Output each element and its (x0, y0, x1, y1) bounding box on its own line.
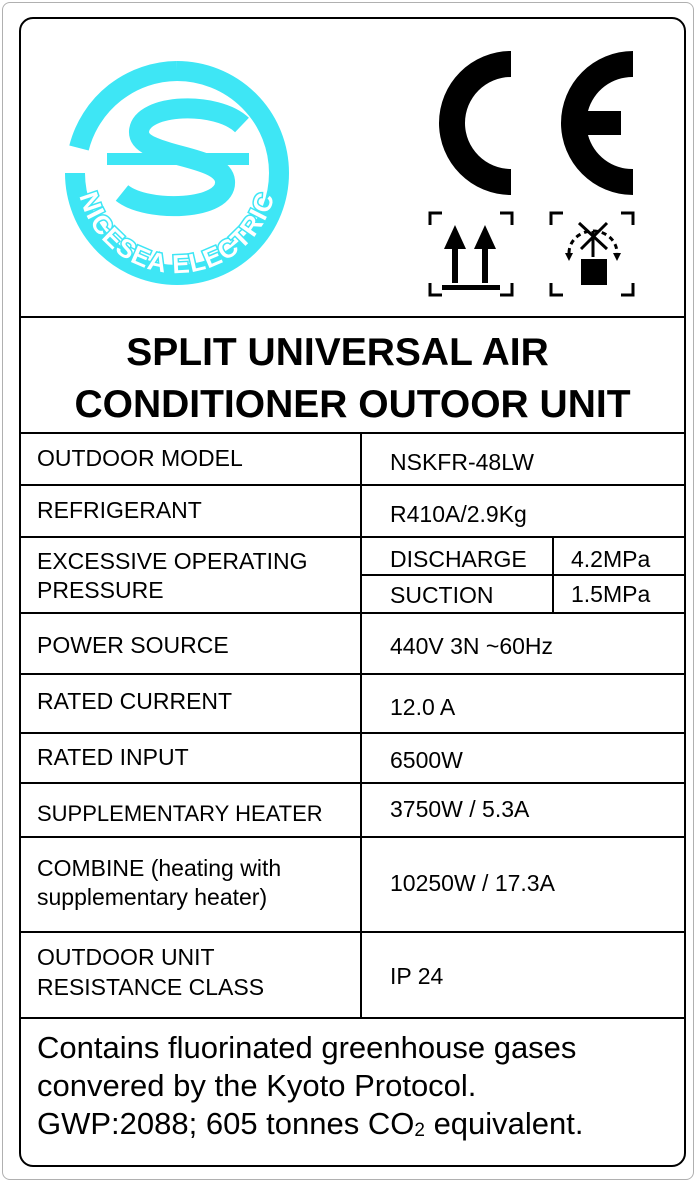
title-line-1: SPLIT UNIVERSAL AIR (126, 331, 549, 374)
nicesea-logo (57, 53, 297, 293)
pressure-label-line-2: PRESSURE (37, 577, 164, 603)
notice-line-3 (37, 1105, 584, 1150)
divider (21, 931, 684, 933)
supplementary-heater-label: SUPPLEMENTARY HEATER (37, 801, 323, 826)
notice-line-3-prefix: GWP:2088; 605 tonnes CO (37, 1106, 415, 1141)
combine-value: 10250W / 17.3A (390, 870, 555, 896)
discharge-value: 4.2MPa (571, 546, 651, 572)
outdoor-model-value: NSKFR-48LW (390, 449, 534, 475)
suction-value: 1.5MPa (571, 581, 651, 607)
rating-label (19, 17, 686, 1167)
pressure-label-line-1: EXCESSIVE OPERATING (37, 548, 308, 574)
logo-brand-text: NICESEA ELECTRIC (73, 188, 281, 280)
no-hook-icon (547, 209, 637, 299)
notice-line-1: Contains fluorinated greenhouse gases (37, 1030, 577, 1065)
this-way-up-icon (426, 209, 516, 299)
combine-label-line-2: supplementary heater) (37, 884, 268, 910)
rated-current-label: RATED CURRENT (37, 688, 233, 714)
divider (21, 536, 684, 538)
resistance-class-label-line-2: RESISTANCE CLASS (37, 974, 265, 1000)
divider (360, 432, 362, 1018)
supplementary-heater-value: 3750W / 5.3A (390, 796, 530, 822)
co2-subscript: 2 (414, 1120, 425, 1141)
rated-input-value: 6500W (390, 747, 463, 773)
ce-mark-icon (421, 43, 641, 203)
discharge-label: DISCHARGE (390, 546, 527, 572)
refrigerant-label: REFRIGERANT (37, 497, 202, 523)
rated-current-value: 12.0 A (390, 694, 456, 720)
divider (21, 612, 684, 614)
combine-label-line-1: COMBINE (heating with (37, 855, 282, 881)
divider (21, 782, 684, 784)
f-gas-notice (37, 1029, 584, 1150)
divider (21, 673, 684, 675)
notice-line-2: convered by the Kyoto Protocol. (37, 1068, 477, 1103)
divider (21, 732, 684, 734)
resistance-class-value: IP 24 (390, 963, 444, 989)
divider (21, 316, 684, 318)
power-source-label: POWER SOURCE (37, 632, 229, 658)
divider (21, 484, 684, 486)
divider (552, 536, 554, 613)
power-source-value: 440V 3N ~60Hz (390, 633, 554, 659)
divider (361, 574, 684, 576)
resistance-class-label-line-1: OUTDOOR UNIT (37, 944, 215, 970)
divider (21, 836, 684, 838)
notice-line-3-suffix: equivalent. (424, 1106, 584, 1141)
suction-label: SUCTION (390, 582, 494, 608)
divider (21, 1017, 684, 1019)
rated-input-label: RATED INPUT (37, 744, 189, 770)
divider (21, 432, 684, 434)
outdoor-model-label: OUTDOOR MODEL (37, 445, 243, 471)
refrigerant-value: R410A/2.9Kg (390, 501, 527, 527)
title-line-2: CONDITIONER OUTOOR UNIT (74, 383, 631, 426)
